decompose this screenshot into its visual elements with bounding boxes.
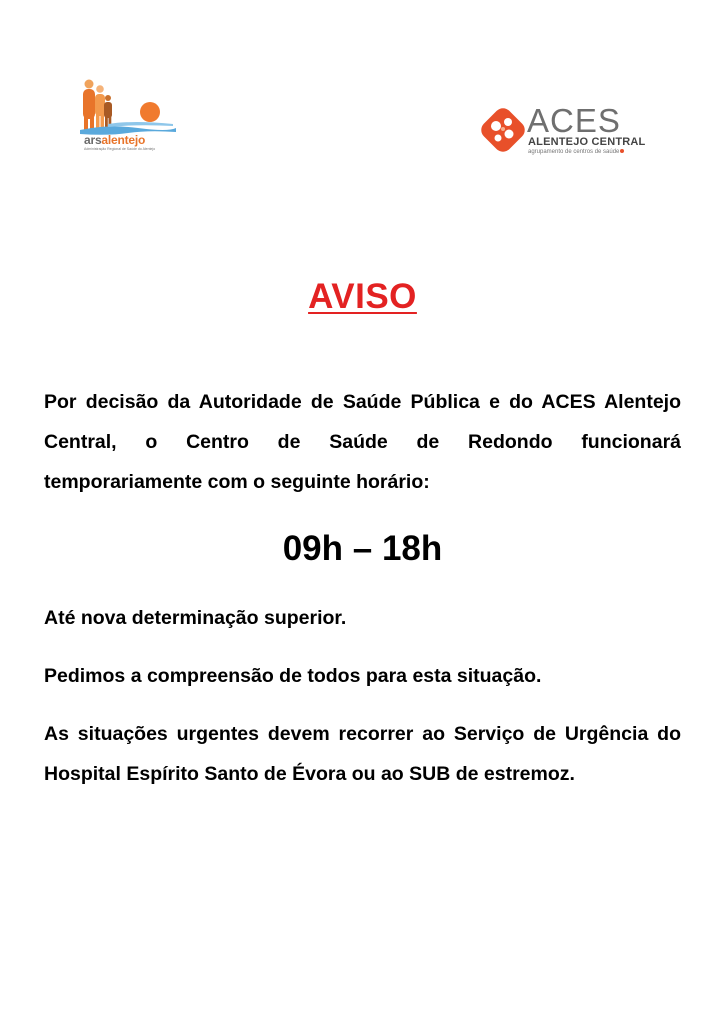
aces-tagline xyxy=(528,149,624,155)
ars-wordmark-part1: ars xyxy=(84,133,102,147)
notice-line-2: Pedimos a compreensão de todos para esta situação. xyxy=(44,665,542,687)
ars-subtitle: Administração Regional de Saúde do Alentejo xyxy=(84,147,156,151)
notice-body xyxy=(44,382,681,794)
aces-hex-emblem-graphic xyxy=(478,100,528,160)
ars-people-sun-graphic xyxy=(78,78,178,138)
ars-wordmark xyxy=(84,134,145,146)
opening-hours: 09h – 18h xyxy=(282,529,443,568)
notice-intro: Por decisão da Autoridade de Saúde Pública e do ACES Alentejo Central, o Centro de Saúde de Redondo funcionará temporariamente com o seguinte horário: xyxy=(44,391,681,493)
ars-alentejo-logo xyxy=(78,78,178,156)
aces-name: ACES xyxy=(527,102,621,139)
aces-tagline-text: agrupamento de centros de saúde xyxy=(528,149,620,155)
ars-wordmark-part2: alentejo xyxy=(101,133,146,147)
notice-line-3: As situações urgentes devem recorrer ao Serviço de Urgência do Hospital Espírito Santo de Évora ou ao SUB de estremoz. xyxy=(44,723,681,785)
aces-alentejo-central-logo xyxy=(478,100,646,162)
aces-subtitle: ALENTEJO CENTRAL xyxy=(528,136,646,148)
notice-line-1: Até nova determinação superior. xyxy=(44,607,347,629)
aces-dot-icon xyxy=(620,149,624,153)
notice-title: AVISO xyxy=(308,277,417,316)
